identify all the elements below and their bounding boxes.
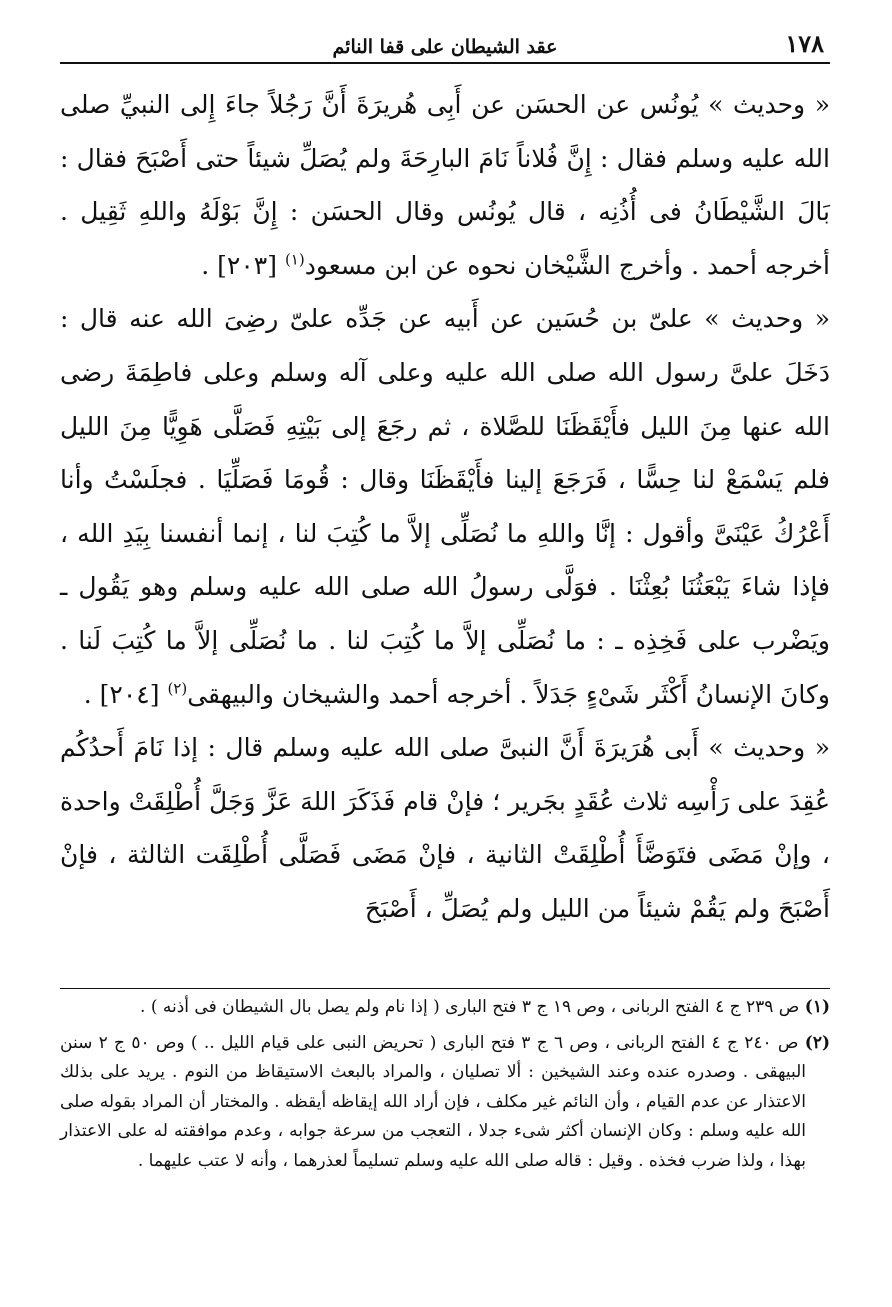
- page-number: ١٧٨: [785, 29, 824, 58]
- footnote-marker: (٢): [167, 679, 188, 698]
- footnotes-section: [60, 988, 830, 1182]
- paragraph-text: « وحديث » علىّ بن حُسَين عن أَبيه عن جَدِّه علىّ رضِىَ الله عنه قال : دَخَلَ علىَّ رسول الله صلى الله عليه وعلى آله وسلم وعلى فاطِمَةَ رضى الله عنها مِنَ الليل فأَيْقَظَنَا للصَّلاة ، ثم رجَعَ إلى بَيْتِهِ فَصَلَّى هَوِيًّا مِنَ الليل فلم يَسْمَعْ لنا حِسًّا ، فَرَجَعَ إلينا فأَيْقَظَنَا وقال : قُومَا فَصَلِّيَا . فجلَسْتُ وأنا أَعْرُكُ عَيْنَىَّ وأقول : إنَّا واللهِ ما نُصَلِّى إلاَّ ما كُتِبَ لنا ، إنما أنفسنا بِيَدِ الله ، فإذا شاءَ يَبْعَثُنَا بُعِثْنَا . فوَلَّى رسولُ الله صلى الله عليه وسلم وهو يَقُول ـ ويَضْرب على فَخِذِه ـ : ما نُصَلِّى إلاَّ ما كُتِبَ لنا . ما نُصَلِّى إلاَّ ما كُتِبَ لَنا . وكانَ الإنسانُ أَكْثَر شَىْءٍ جَدَلاً . أخرجه أحمد والشيخان والبيهقى: [60, 304, 830, 709]
- footnote-text: ص ٢٤٠ ج ٤ الفتح الربانى ، وص ٦ ج ٣ فتح البارى ( تحريض النبى على قيام الليل .. ) وص ٥٠ ج ٢ سنن البيهقى . وصدره عنده وعند الشيخين : ألا تصليان ، والمراد بالبعث الاستيقاظ من النوم . يريد على بذلك الاعتذار عن عدم القيام ، وأن النائم غير مكلف ، فإن أراد الله إيقاظه أيقظه . والمختار أن المراد بقوله صلى الله عليه وسلم : وكان الإنسان أكثر شىء جدلا ، التعجب من سرعة جوابه ، وعدم موافقته له على الاعتذار بهذا ، ولذا ضرب فخذه . وقيل : قاله صلى الله عليه وسلم تسليماً لعذرهما ، وأنه لا عتب عليهما .: [60, 1032, 806, 1171]
- running-header: [60, 26, 830, 64]
- paragraph-text: « وحديث » يُونُس عن الحسَن عن أَبِى هُريرَةَ أَنَّ رَجُلاً جاءَ إِلى النبيِّ صلى الله عليه وسلم فقال : إِنَّ فُلاناً نَامَ البارِحَةَ ولم يُصَلِّ شيئاً حتى أَصْبَحَ فقال : بَالَ الشَّيْطَانُ فى أُذُنِه ، قال يُونُس وقال الحسَن : إِنَّ بَوْلَهُ واللهِ ثَقِيل . أخرجه أحمد . وأخرج الشَّيْخان نحوه عن ابن مسعود: [60, 90, 830, 280]
- hadith-paragraph-1: [60, 78, 830, 292]
- hadith-number: [٢٠٣] .: [201, 250, 277, 280]
- footnote-number: (٢): [804, 1032, 831, 1053]
- book-page: [60, 26, 830, 1276]
- hadith-paragraph-3: [60, 721, 830, 935]
- hadith-paragraph-2: [60, 292, 830, 721]
- footnote-number: (١): [804, 997, 830, 1017]
- hadith-number: [٢٠٤] .: [83, 679, 160, 709]
- page-title: عقد الشيطان على قفا النائم: [332, 36, 558, 58]
- paragraph-text: « وحديث » أَبى هُرَيرَةَ أَنَّ النبىَّ صلى الله عليه وسلم قال : إذا نَامَ أَحدُكُم عُقِدَ على رَأْسِه ثلاث عُقَدٍ بجَرير ؛ فإنْ قام فَذَكَرَ اللهَ عَزَّ وَجَلَّ أُطْلِقَتْ واحدة ، وإنْ مَضَى فتَوَضَّأَ أُطْلِقَتْ الثانية ، فإنْ مَضَى فَصَلَّى أُطْلِقَت الثالثة ، فإنْ أَصْبَحَ ولم يَقُمْ شيئاً من الليل ولم يُصَلِّ ، أَصْبَحَ: [60, 733, 830, 923]
- main-text: [60, 78, 830, 936]
- footnote-marker: (١): [284, 250, 305, 269]
- footnote-divider: [60, 988, 830, 989]
- footnote-2: [60, 1029, 830, 1177]
- footnote-text: ص ٢٣٩ ج ٤ الفتح الربانى ، وص ١٩ ج ٣ فتح البارى ( إذا نام ولم يصل بال الشيطان فى أذنه ) .: [140, 997, 800, 1017]
- footnote-1: [60, 993, 830, 1023]
